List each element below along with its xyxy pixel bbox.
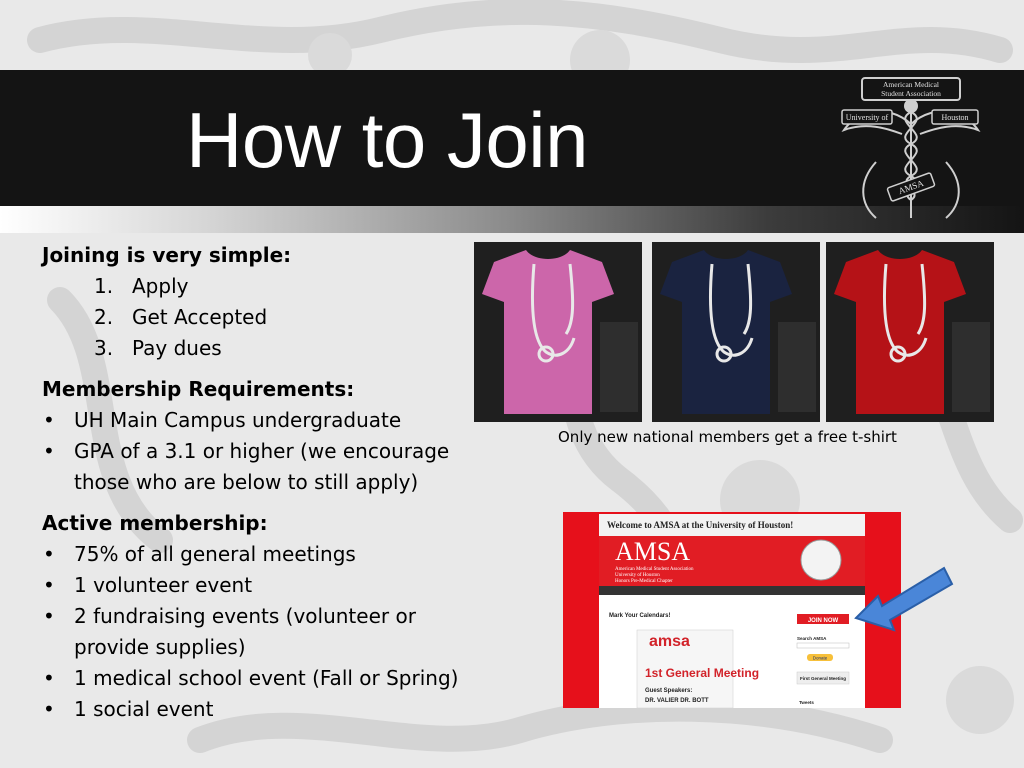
active-membership-heading: Active membership: [42,511,268,535]
donate-label: Donate [812,655,828,661]
content-body [42,240,482,725]
requirements-list [42,405,482,498]
slide-title: How to Join [186,96,589,184]
joining-heading: Joining is very simple: [42,243,292,267]
meeting-box: First General Meeting [799,676,847,681]
list-item: • GPA of a 3.1 or higher (we encourage those who are below to still apply) [42,436,482,498]
logo-top-text-1: American Medical [882,80,940,89]
amsa-logo [836,72,986,224]
flyer-speakers-label: Guest Speakers: [645,688,693,694]
list-item: • 75% of all general meetings [42,539,482,570]
options-sidebar [600,322,638,412]
site-brand: AMSA [615,537,691,566]
search-label: Search AMSA [797,636,827,641]
site-post-title: Mark Your Calendars! [609,613,671,619]
site-subtitle-3: Honors Pre-Medical Chapter [615,579,673,584]
tshirt-shape [482,250,614,414]
list-item: • UH Main Campus undergraduate [42,405,482,436]
tshirt-caption: Only new national members get a free t-shirt [558,428,897,446]
list-item: • 1 medical school event (Fall or Spring) [42,663,482,694]
list-item: • 2 fundraising events (volunteer or provide supplies) [42,601,482,663]
logo-top-text-2: Student Association [881,89,941,98]
site-banner-text: Welcome to AMSA at the University of Houston! [607,520,794,530]
tweets-label: Tweets [799,700,814,705]
red-tshirt-image [826,242,994,422]
list-item: 3. Pay dues [94,336,222,360]
join-now-button: JOIN NOW [807,618,839,624]
joining-steps-list [42,271,482,364]
options-sidebar [952,322,990,412]
site-subtitle-2: University of Houston [615,573,660,578]
logo-bottom-text: AMSA [897,177,925,197]
logo-left-text: University of [845,113,889,122]
navy-tshirt-image [652,242,820,422]
options-sidebar [778,322,816,412]
list-item: 1. Apply [94,274,189,298]
list-item: 2. Get Accepted [94,305,268,329]
list-item: • 1 volunteer event [42,570,482,601]
list-item: • 1 social event [42,694,482,725]
flyer-meeting: 1st General Meeting [645,666,760,680]
blue-arrow-pointer [848,556,958,636]
site-subtitle-1: American Medical Student Association [615,567,694,572]
flyer-brand: amsa [649,633,690,650]
pink-tshirt-image [474,242,642,422]
active-membership-list [42,539,482,725]
tshirt-shape [660,250,792,414]
requirements-heading: Membership Requirements: [42,377,355,401]
tshirt-shape [834,250,966,414]
flyer-speakers: DR. VALIER DR. BOTT [645,698,709,704]
logo-right-text: Houston [941,113,969,122]
